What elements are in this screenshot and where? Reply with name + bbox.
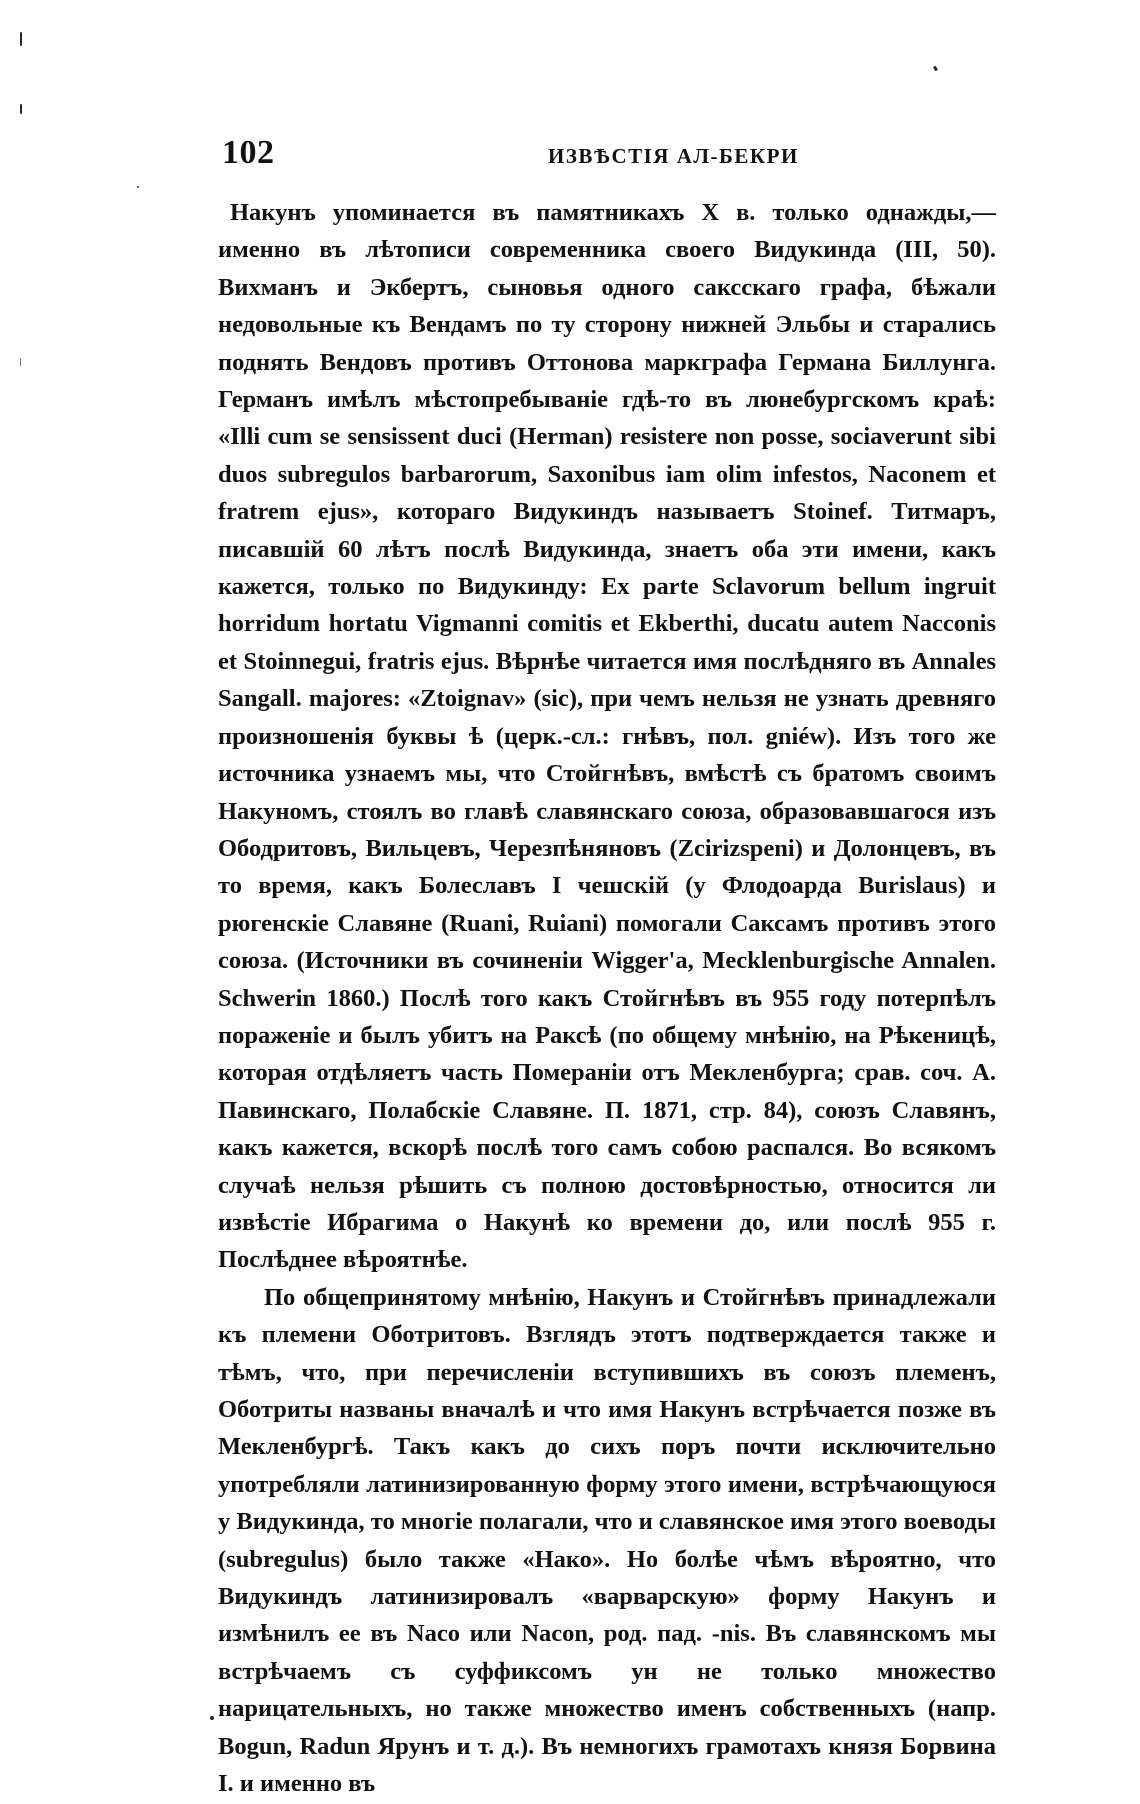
- scan-speck: [210, 1716, 214, 1720]
- scan-speck: [933, 66, 938, 72]
- scan-speck: [20, 104, 22, 114]
- page-header: [222, 134, 992, 174]
- page-number: 102: [222, 134, 275, 171]
- paragraph: Накунъ упоминается въ памятникахъ X в. только однажды,—именно въ лѣтописи современника своего Видукинда (III, 50). Вихманъ и Экбертъ, сыновья одного саксскаго графа, бѣжали недовольные къ Вендамъ по ту сторону нижней Эльбы и старались поднять Вендовъ противъ Оттонова маркграфа Германа Биллунга. Германъ имѣлъ мѣстопребываніе гдѣ-то въ люнебургскомъ краѣ: «Illi cum se sensissent duci (Herman) resistere non posse, sociaverunt sibi duos subregulos barbarorum, Saxonibus iam olim infestos, Naconem et fratrem ejus», котораго Видукиндъ называетъ Stoinef. Титмаръ, писавшій 60 лѣтъ послѣ Видукинда, знаетъ оба эти имени, какъ кажется, только по Видукинду: Ex parte Sclavorum bellum ingruit horridum hortatu Vigmanni comitis et Ekberthi, ducatu autem Nacconis et Stoinnegui, fratris ejus. Вѣрнѣе читается имя послѣдняго въ Annales Sangall. majores: «Ztoignav» (sic), при чемъ нельзя не узнать древняго произношенія буквы ѣ (церк.-сл.: гнѣвъ, пол. gniéw). Изъ того же источника узнаемъ мы, что Стойгнѣвъ, вмѣстѣ съ братомъ своимъ Накуномъ, стоялъ во главѣ славянскаго союза, образовавшагося изъ Ободритовъ, Вильцевъ, Черезпѣняновъ (Zcirizspeni) и Долонцевъ, въ то время, какъ Болеславъ I чешскій (у Флодоарда Burislaus) и рюгенскіе Славяне (Ruani, Ruiani) помогали Саксамъ противъ этого союза. (Источники въ сочиненіи Wigger'a, Mecklenburgische Annalen. Schwerin 1860.) Послѣ того какъ Стойгнѣвъ въ 955 году потерпѣлъ пораженіе и былъ убитъ на Раксѣ (по общему мнѣнію, на Рѣкеницѣ, которая отдѣляетъ часть Помераніи отъ Мекленбурга; срав. соч. А. Павинскаго, Полабскіе Славяне. П. 1871, стр. 84), союзъ Славянъ, какъ кажется, вскорѣ послѣ того самъ собою распался. Во всякомъ случаѣ нельзя рѣшить съ полною достовѣрностью, относится ли извѣстіе Ибрагима о Накунѣ ко времени до, или послѣ 955 г. Послѣднее вѣроятнѣе.: [218, 199, 996, 1274]
- scan-speck: [137, 186, 139, 188]
- paragraph: По общепринятому мнѣнію, Накунъ и Стойгнѣвъ принадлежали къ племени Оботритовъ. Взглядъ этотъ подтверждается также и тѣмъ, что, при перечисленіи вступившихъ въ союзъ племенъ, Оботриты названы вначалѣ и что имя Накунъ встрѣчается позже въ Мекленбургѣ. Такъ какъ до сихъ поръ почти исключительно употребляли латинизированную форму этого имени, встрѣчающуюся у Видукинда, то многіе полагали, что и славянское имя этого воеводы (subregulus) было также «Нако». Но болѣе чѣмъ вѣроятно, что Видукиндъ латинизировалъ «варварскую» форму Накунъ и измѣнилъ ее въ Naco или Nacon, род. пад. -nis. Въ славянскомъ мы встрѣчаемъ съ суффиксомъ ун не только множество нарицательныхъ, но также множество именъ собственныхъ (напр. Bogun, Radun Ярунъ и т. д.). Въ немногихъ грамотахъ князя Борвина I. и именно въ: [218, 1283, 996, 1798]
- running-title: ИЗВѢСТІЯ АЛ-БЕКРИ: [548, 144, 799, 168]
- scan-speck: [20, 358, 21, 366]
- scan-speck: [20, 32, 22, 46]
- body-text: [218, 194, 996, 1802]
